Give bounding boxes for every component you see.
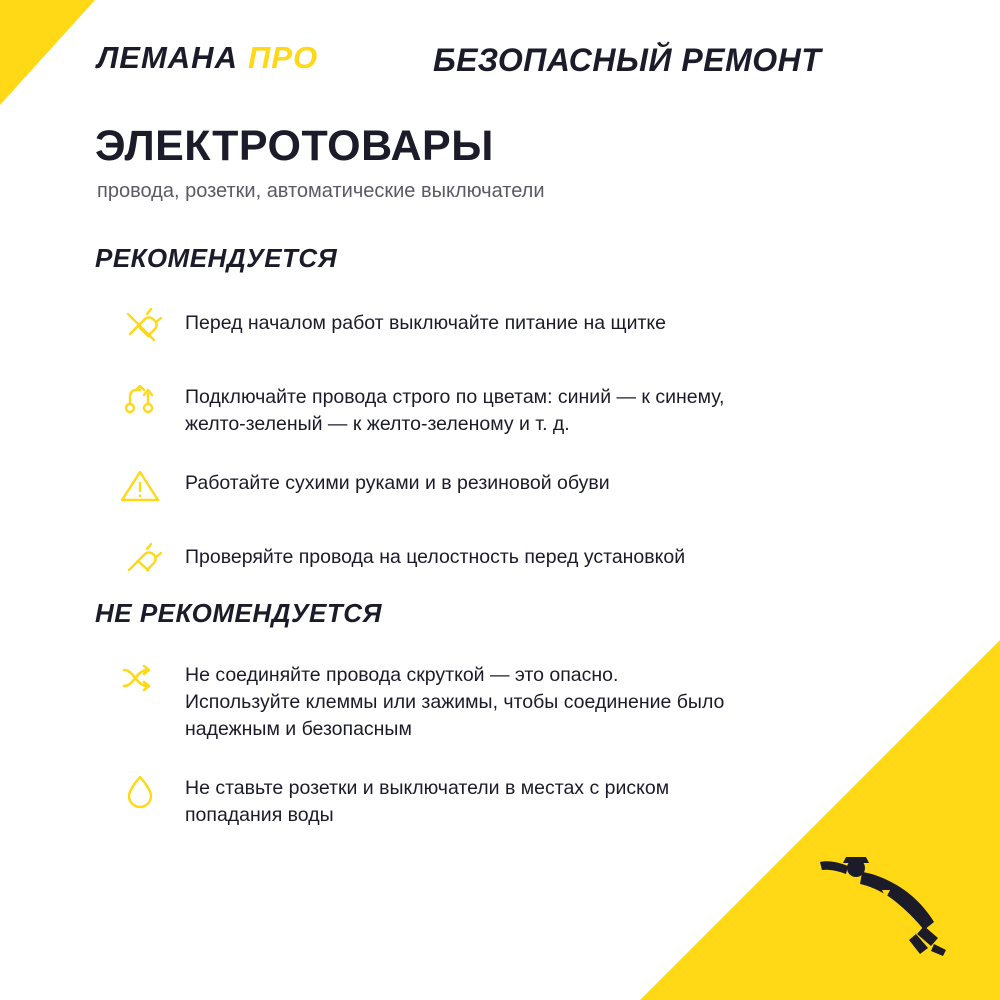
page-subtitle: провода, розетки, автоматические выключатели xyxy=(97,180,545,202)
brand-logo xyxy=(97,40,318,76)
list-item-text xyxy=(185,300,666,337)
list-item xyxy=(95,765,925,829)
page-title: ЭЛЕКТРОТОВАРЫ xyxy=(95,122,494,170)
list-item-line: Не ставьте розетки и выключатели в местах с риском xyxy=(185,777,670,799)
wire-colors-icon xyxy=(95,374,185,426)
list-item-line: Проверяйте провода на целостность перед установкой xyxy=(185,546,686,568)
decorative-corner-top-left xyxy=(0,0,95,105)
list-item-text xyxy=(185,374,724,438)
list-item xyxy=(95,460,925,512)
twisted-wires-icon xyxy=(95,652,185,704)
list-item-line: Используйте клеммы или зажимы, чтобы соединение было xyxy=(185,691,725,713)
header-title: БЕЗОПАСНЫЙ РЕМОНТ xyxy=(433,42,822,78)
list-item-line: Перед началом работ выключайте питание на щитке xyxy=(185,312,666,334)
water-drop-icon xyxy=(95,765,185,817)
plug-off-icon xyxy=(95,300,185,352)
warning-triangle-icon xyxy=(95,460,185,512)
not-recommended-list xyxy=(95,652,925,851)
list-item xyxy=(95,300,925,352)
flying-worker-illustration xyxy=(812,840,962,960)
list-item-line: Подключайте провода строго по цветам: синий — к синему, xyxy=(185,386,725,408)
list-item-text xyxy=(185,460,610,497)
list-item xyxy=(95,374,925,438)
list-item xyxy=(95,652,925,743)
list-item xyxy=(95,534,925,586)
brand-logo-accent: ПРО xyxy=(247,40,319,75)
list-item-text xyxy=(185,534,685,571)
list-item-line: желто-зеленый — к желто-зеленому и т. д. xyxy=(185,413,570,435)
recommended-list xyxy=(95,300,925,608)
list-item-text xyxy=(185,652,724,743)
section-heading-not-recommended: НЕ РЕКОМЕНДУЕТСЯ xyxy=(95,598,383,628)
brand-logo-main: ЛЕМАНА xyxy=(97,40,238,75)
list-item-line: попадания воды xyxy=(185,804,334,826)
section-heading-recommended: РЕКОМЕНДУЕТСЯ xyxy=(95,243,338,273)
list-item-line: Работайте сухими руками и в резиновой обуви xyxy=(185,472,610,494)
plug-check-icon xyxy=(95,534,185,586)
list-item-text xyxy=(185,765,669,829)
list-item-line: Не соединяйте провода скруткой — это опасно. xyxy=(185,664,619,686)
list-item-line: надежным и безопасным xyxy=(185,718,412,740)
